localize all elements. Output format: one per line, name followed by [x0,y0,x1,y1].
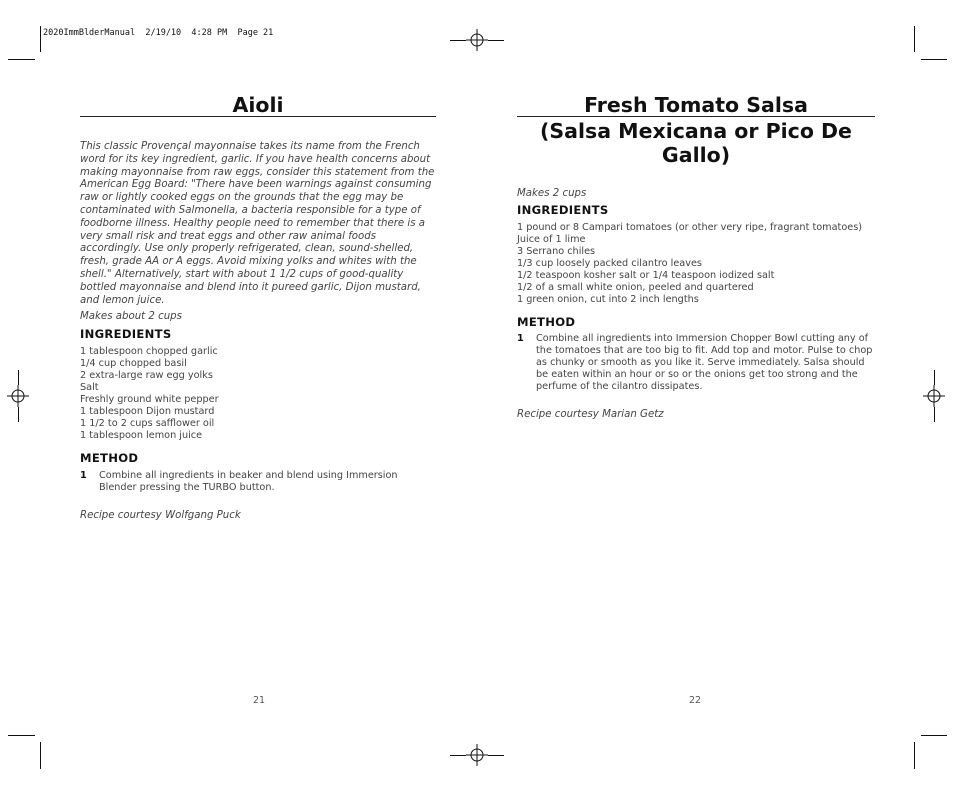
registration-mark-top [466,29,488,51]
registration-mark-right [923,385,945,407]
recipe-title: Fresh Tomato Salsa [517,90,875,117]
list-item: 1 pound or 8 Campari tomatoes (or other very ripe, fragrant tomatoes) [517,222,863,233]
registration-line [450,40,466,41]
crop-mark [8,59,35,60]
registration-line [488,755,504,756]
ingredients-list [517,222,875,306]
registration-line [18,407,19,422]
crop-mark [40,26,41,52]
registration-line [934,407,935,422]
registration-mark-bottom [466,744,488,766]
registration-line [934,370,935,385]
list-item: 2 extra-large raw egg yolks [80,370,213,382]
left-page [80,90,436,521]
ingredients-heading: INGREDIENTS [517,203,609,217]
method-step [517,333,875,393]
registration-line [488,40,504,41]
crop-mark [921,59,947,60]
crop-mark [40,742,41,769]
list-item: 1 tablespoon chopped garlic [80,346,218,358]
step-number: 1 [80,470,87,482]
list-item: Juice of 1 lime [517,234,586,245]
crop-mark [914,742,915,769]
print-slug: 2020ImmBlderManual 2/19/10 4:28 PM Page 21 [43,28,274,38]
right-page [517,90,875,420]
list-item: 1 green onion, cut into 2 inch lengths [517,294,699,305]
method-steps [517,333,875,393]
list-item: 1 1/2 to 2 cups safflower oil [80,418,215,430]
recipe-intro: This classic Provençal mayonnaise takes its name from the French word for its key ingredient, garlic. If you have health concerns about making mayonnaise from raw eggs, consider this statement from the American Egg Board: "There have been warnings against consuming raw or lightly cooked eggs on the grounds that the egg may be contaminated with Salmonella, a bacteria responsible for a type of foodborne illness. Healthy people need to remember that there is a very small risk and treat eggs and other raw animal foods accordingly. Use only properly refrigerated, clean, sound-shelled, fresh, grade AA or A eggs. Avoid mixing yolks and whites with the shell." Alternatively, start with about 1 1/2 cups of good-quality bottled mayonnaise and blend into it pureed garlic, Dijon mustard, and lemon juice. [80,141,435,306]
crop-mark [8,735,35,736]
recipe-yield: Makes 2 cups [517,188,587,199]
registration-line [18,370,19,385]
recipe-title: Aioli [80,90,436,117]
recipe-credit: Recipe courtesy Wolfgang Puck [80,510,241,522]
list-item: 1 tablespoon lemon juice [80,430,203,442]
list-item: 1/3 cup loosely packed cilantro leaves [517,258,702,269]
recipe-credit: Recipe courtesy Marian Getz [517,409,664,420]
registration-mark-left [7,385,29,407]
recipe-yield: Makes about 2 cups [80,311,182,323]
registration-line [450,755,466,756]
list-item: Freshly ground white pepper [80,394,219,406]
step-text: Combine all ingredients in beaker and blend using Immersion Blender pressing the TURBO button. [99,470,398,494]
list-item: 3 Serrano chiles [517,246,596,257]
method-steps [80,470,436,494]
page-number: 22 [689,695,702,706]
crop-mark [921,735,947,736]
list-item: 1 tablespoon Dijon mustard [80,406,215,418]
crop-mark [914,26,915,52]
method-step [80,470,436,494]
step-text: Combine all ingredients into Immersion Chopper Bowl cutting any of the tomatoes that are too big to fit. Add top and motor. Pulse to chop as chunky or smooth as you like it. Serve immediately. Salsa should be eaten within an hour or so or the onions get too strong and the perfume of the cilantro dissipates. [536,333,873,392]
list-item: 1/2 of a small white onion, peeled and quartered [517,282,754,293]
page-number: 21 [253,695,266,706]
ingredients-heading: INGREDIENTS [80,327,172,342]
method-heading: METHOD [517,315,576,329]
list-item: 1/4 cup chopped basil [80,358,187,370]
list-item: 1/2 teaspoon kosher salt or 1/4 teaspoon iodized salt [517,270,775,281]
list-item: Salt [80,382,99,394]
ingredients-list [80,346,436,442]
method-heading: METHOD [80,451,139,466]
step-number: 1 [517,333,524,344]
recipe-subtitle: (Salsa Mexicana or Pico De Gallo) [540,119,852,167]
